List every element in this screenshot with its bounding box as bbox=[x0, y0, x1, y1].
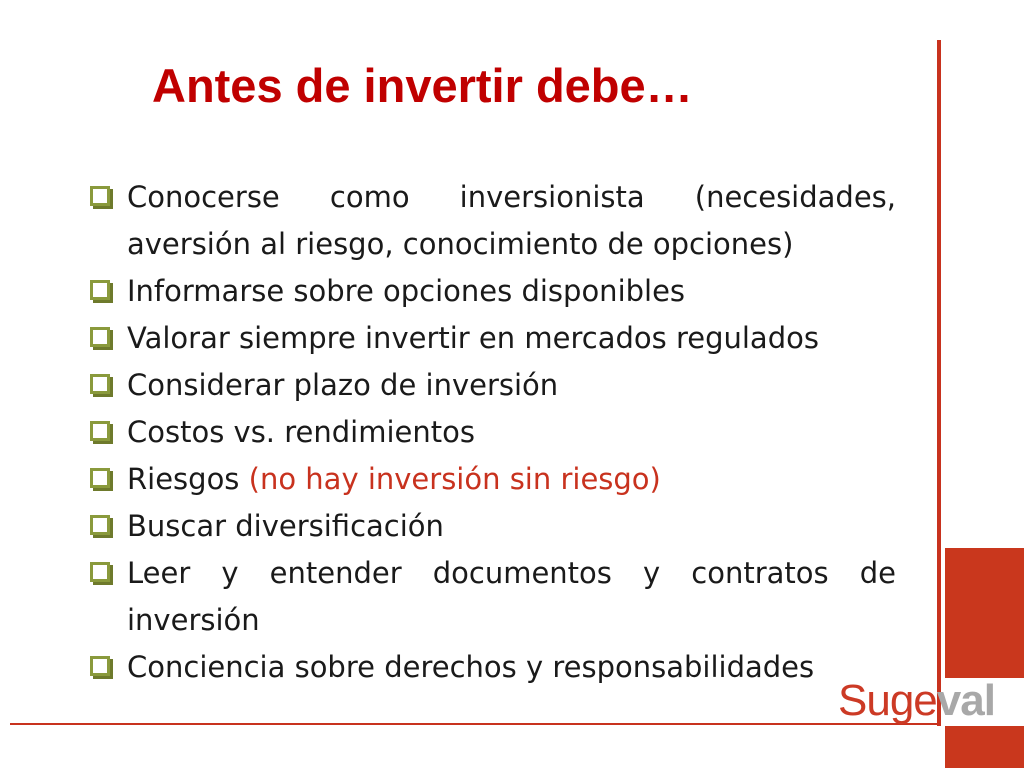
list-item-text: Costos vs. rendimientos bbox=[127, 415, 475, 449]
vertical-divider bbox=[937, 40, 941, 726]
checkbox-icon bbox=[90, 515, 110, 535]
horizontal-divider bbox=[10, 723, 938, 725]
slide-title: Antes de invertir debe… bbox=[152, 59, 693, 112]
checkbox-icon bbox=[90, 562, 110, 582]
list-item bbox=[88, 644, 896, 691]
list-item bbox=[88, 315, 896, 362]
list-item-text: Considerar plazo de inversión bbox=[127, 368, 559, 402]
list-item bbox=[88, 503, 896, 550]
list-item-text: Valorar siempre invertir en mercados regulados bbox=[127, 321, 819, 355]
accent-block-top bbox=[945, 548, 1024, 678]
checkbox-icon bbox=[90, 656, 110, 676]
list-item bbox=[88, 268, 896, 315]
checkbox-icon bbox=[90, 186, 110, 206]
list-item-text: Buscar diversificación bbox=[127, 509, 444, 543]
list-item bbox=[88, 456, 896, 503]
logo-part-suge: Suge bbox=[838, 676, 937, 725]
list-item-text: Leer y entender documentos y contratos de inversión bbox=[127, 556, 896, 637]
checkbox-icon bbox=[90, 327, 110, 347]
list-item-text: Informarse sobre opciones disponibles bbox=[127, 274, 686, 308]
list-item bbox=[88, 362, 896, 409]
accent-block-bottom bbox=[945, 726, 1024, 768]
checkbox-icon bbox=[90, 374, 110, 394]
list-item bbox=[88, 174, 896, 268]
list-item bbox=[88, 550, 896, 644]
list-item bbox=[88, 409, 896, 456]
list-item-text: Conocerse como inversionista (necesidades, aversión al riesgo, conocimiento de opciones) bbox=[127, 180, 896, 261]
checkbox-icon bbox=[90, 421, 110, 441]
list-item-text: Riesgos bbox=[127, 462, 249, 496]
list-item-text: Conciencia sobre derechos y responsabilidades bbox=[127, 650, 815, 684]
checkbox-icon bbox=[90, 280, 110, 300]
list-item-highlight: (no hay inversión sin riesgo) bbox=[248, 462, 661, 496]
sugeval-logo bbox=[838, 676, 995, 726]
bullet-list bbox=[88, 174, 896, 691]
checkbox-icon bbox=[90, 468, 110, 488]
logo-part-val: val bbox=[936, 676, 995, 725]
